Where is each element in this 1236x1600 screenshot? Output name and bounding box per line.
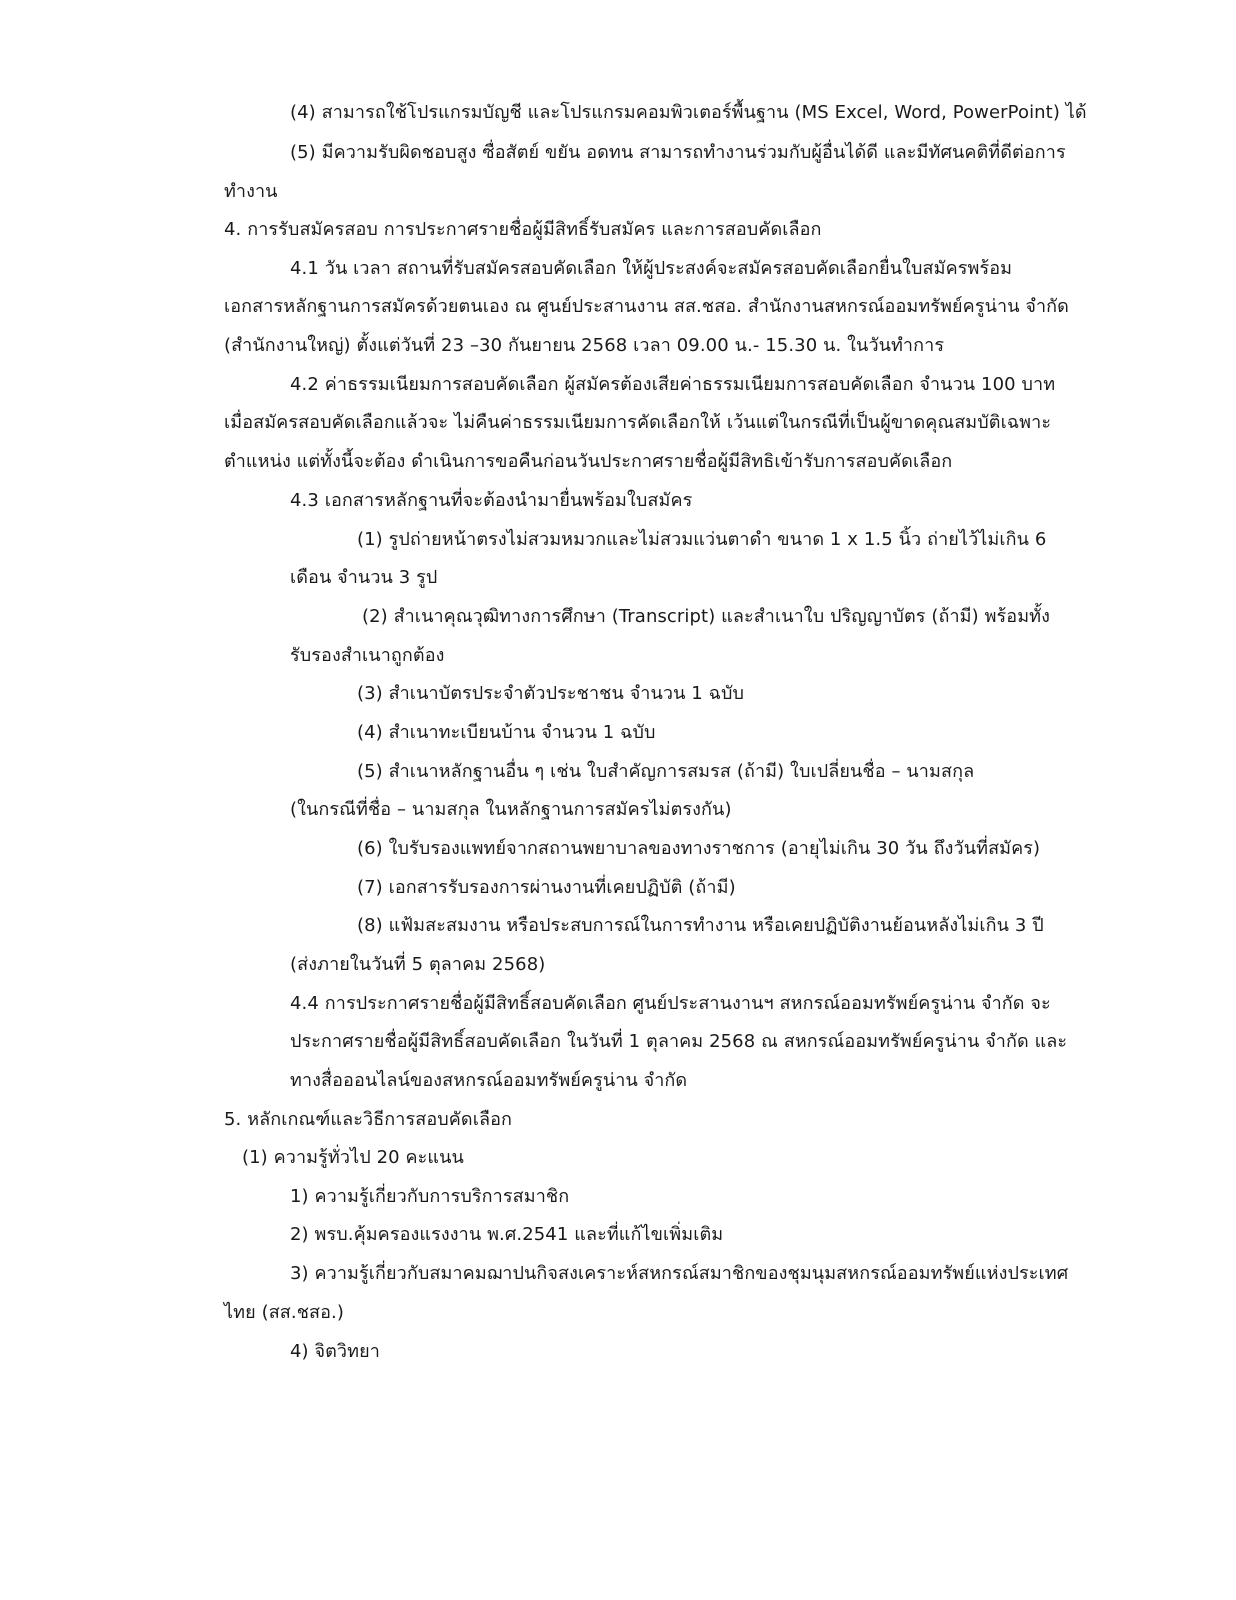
text-line: ตำแหน่ง แต่ทั้งนี้จะต้อง ดำเนินการขอคืนก่อนวันประกาศรายชื่อผู้มีสิทธิเข้ารับการสอบคัดเลือก bbox=[224, 451, 953, 472]
list-item: 2) พรบ.คุ้มครองแรงงาน พ.ศ.2541 และที่แก้ไขเพิ่มเติม bbox=[290, 1224, 724, 1245]
text-line: 4.1 วัน เวลา สถานที่รับสมัครสอบคัดเลือก ให้ผู้ประสงค์จะสมัครสอบคัดเลือกยื่นใบสมัครพร้อม bbox=[290, 258, 1013, 279]
text-line: ทำงาน bbox=[224, 181, 278, 202]
text-line: เมื่อสมัครสอบคัดเลือกแล้วจะ ไม่คืนค่าธรรมเนียมการคัดเลือกให้ เว้นแต่ในกรณีที่เป็นผู้ขาดคุณสมบัติเฉพาะ bbox=[224, 412, 1052, 433]
section-heading: 4. การรับสมัครสอบ การประกาศรายชื่อผู้มีสิทธิ์รับสมัคร และการสอบคัดเลือก bbox=[224, 219, 822, 240]
list-item: (4) สำเนาทะเบียนบ้าน จำนวน 1 ฉบับ bbox=[357, 722, 656, 743]
text-line: (4) สามารถใช้โปรแกรมบัญชี และโปรแกรมคอมพิวเตอร์พื้นฐาน (MS Excel, Word, PowerPoint) ได้ bbox=[290, 102, 1087, 123]
text-line: เอกสารหลักฐานการสมัครด้วยตนเอง ณ ศูนย์ประสานงาน สส.ชสอ. สำนักงานสหกรณ์ออมทรัพย์ครูน่าน จำกัด bbox=[224, 296, 1069, 317]
list-item: (8) แฟ้มสะสมงาน หรือประสบการณ์ในการทำงาน หรือเคยปฏิบัติงานย้อนหลังไม่เกิน 3 ปี bbox=[357, 915, 1044, 936]
text-line: (สำนักงานใหญ่) ตั้งแต่วันที่ 23 –30 กันยายน 2568 เวลา 09.00 น.- 15.30 น. ในวันทำการ bbox=[224, 335, 945, 356]
text-line: (ส่งภายในวันที่ 5 ตุลาคม 2568) bbox=[290, 954, 546, 975]
text-line: เดือน จำนวน 3 รูป bbox=[290, 567, 438, 588]
section-heading: 5. หลักเกณฑ์และวิธีการสอบคัดเลือก bbox=[224, 1109, 512, 1130]
list-item: (5) สำเนาหลักฐานอื่น ๆ เช่น ใบสำคัญการสมรส (ถ้ามี) ใบเปลี่ยนชื่อ – นามสกุล bbox=[357, 761, 975, 782]
list-item: 3) ความรู้เกี่ยวกับสมาคมฌาปนกิจสงเคราะห์สหกรณ์สมาชิกของชุมนุมสหกรณ์ออมทรัพย์แห่งประเทศ bbox=[290, 1263, 1069, 1284]
list-item: (3) สำเนาบัตรประจำตัวประชาชน จำนวน 1 ฉบับ bbox=[357, 683, 745, 704]
list-item: 1) ความรู้เกี่ยวกับการบริการสมาชิก bbox=[290, 1186, 570, 1207]
text-line: 4.4 การประกาศรายชื่อผู้มีสิทธิ์สอบคัดเลือก ศูนย์ประสานงานฯ สหกรณ์ออมทรัพย์ครูน่าน จำกัด จะ bbox=[290, 993, 1051, 1014]
text-line: ไทย (สส.ชสอ.) bbox=[224, 1302, 344, 1323]
text-line: รับรองสำเนาถูกต้อง bbox=[290, 645, 445, 666]
list-item: (6) ใบรับรองแพทย์จากสถานพยาบาลของทางราชการ (อายุไม่เกิน 30 วัน ถึงวันที่สมัคร) bbox=[357, 838, 1041, 859]
list-item: 4) จิตวิทยา bbox=[290, 1341, 380, 1362]
text-line: ประกาศรายชื่อผู้มีสิทธิ์สอบคัดเลือก ในวันที่ 1 ตุลาคม 2568 ณ สหกรณ์ออมทรัพย์ครูน่าน จำกัด และ bbox=[290, 1031, 1068, 1052]
list-item: (1) รูปถ่ายหน้าตรงไม่สวมหมวกและไม่สวมแว่นตาดำ ขนาด 1 x 1.5 นิ้ว ถ่ายไว้ไม่เกิน 6 bbox=[357, 529, 1047, 550]
list-item: (2) สำเนาคุณวุฒิทางการศึกษา (Transcript) และสำเนาใบ ปริญญาบัตร (ถ้ามี) พร้อมทั้ง bbox=[362, 606, 1051, 627]
text-line: 4.3 เอกสารหลักฐานที่จะต้องนำมายื่นพร้อมใบสมัคร bbox=[290, 490, 693, 511]
text-line: (5) มีความรับผิดชอบสูง ซื่อสัตย์ ขยัน อดทน สามารถทำงานร่วมกับผู้อื่นได้ดี และมีทัศนคติที่ดีต่อการ bbox=[290, 142, 1066, 163]
text-line: (ในกรณีที่ชื่อ – นามสกุล ในหลักฐานการสมัครไม่ตรงกัน) bbox=[290, 799, 732, 820]
list-item: (1) ความรู้ทั่วไป 20 คะแนน bbox=[242, 1147, 464, 1168]
text-line: 4.2 ค่าธรรมเนียมการสอบคัดเลือก ผู้สมัครต้องเสียค่าธรรมเนียมการสอบคัดเลือก จำนวน 100 บาท bbox=[290, 374, 1056, 395]
text-line: ทางสื่อออนไลน์ของสหกรณ์ออมทรัพย์ครูน่าน จำกัด bbox=[290, 1070, 688, 1091]
list-item: (7) เอกสารรับรองการผ่านงานที่เคยปฏิบัติ (ถ้ามี) bbox=[357, 877, 736, 898]
